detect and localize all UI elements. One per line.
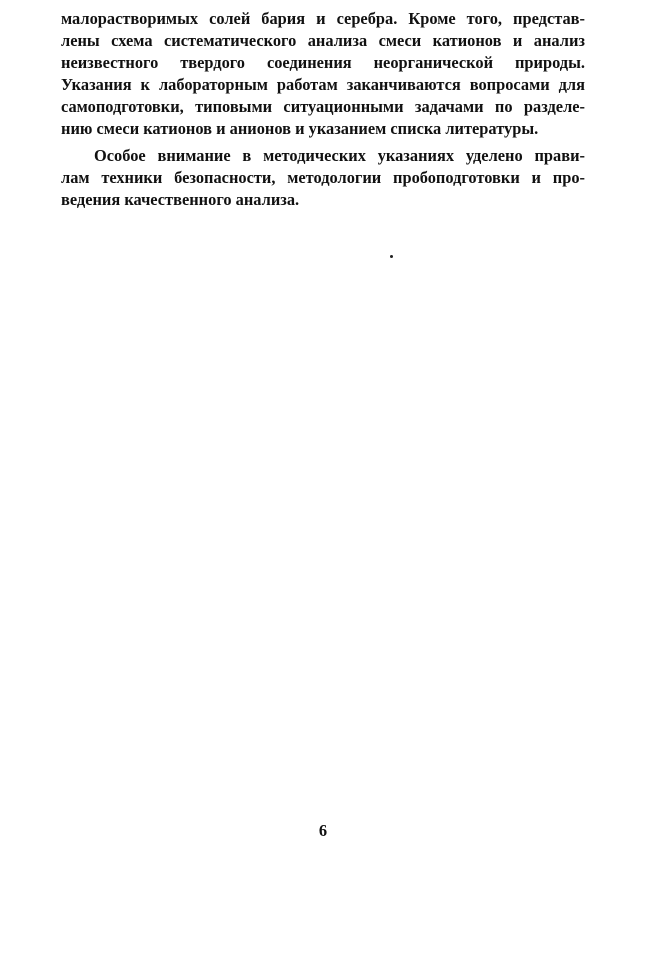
text-line: лам техники безопасности, методологии пробоподготовки и про- bbox=[61, 167, 585, 187]
text-line: Указания к лабораторным работам заканчиваются вопросами для bbox=[61, 75, 585, 95]
text-line: нию смеси катионов и анионов и указанием списка литературы. bbox=[61, 119, 539, 139]
text-line: неизвестного твердого соединения неорганической природы. bbox=[61, 53, 585, 73]
text-line: малорастворимых солей бария и серебра. Кроме того, представ- bbox=[61, 9, 585, 28]
paragraph-1 bbox=[61, 8, 585, 141]
scan-speck bbox=[390, 255, 393, 258]
text-line: самоподготовки, типовыми ситуационными задачами по разделе- bbox=[61, 97, 585, 117]
body-text bbox=[61, 8, 585, 211]
text-line: лены схема систематического анализа смеси катионов и анализ bbox=[61, 31, 585, 51]
paragraph-2 bbox=[61, 145, 585, 211]
page-number: 6 bbox=[318, 821, 328, 840]
text-line: Особое внимание в методических указаниях уделено прави- bbox=[94, 145, 585, 165]
text-line: ведения качественного анализа. bbox=[61, 189, 300, 209]
